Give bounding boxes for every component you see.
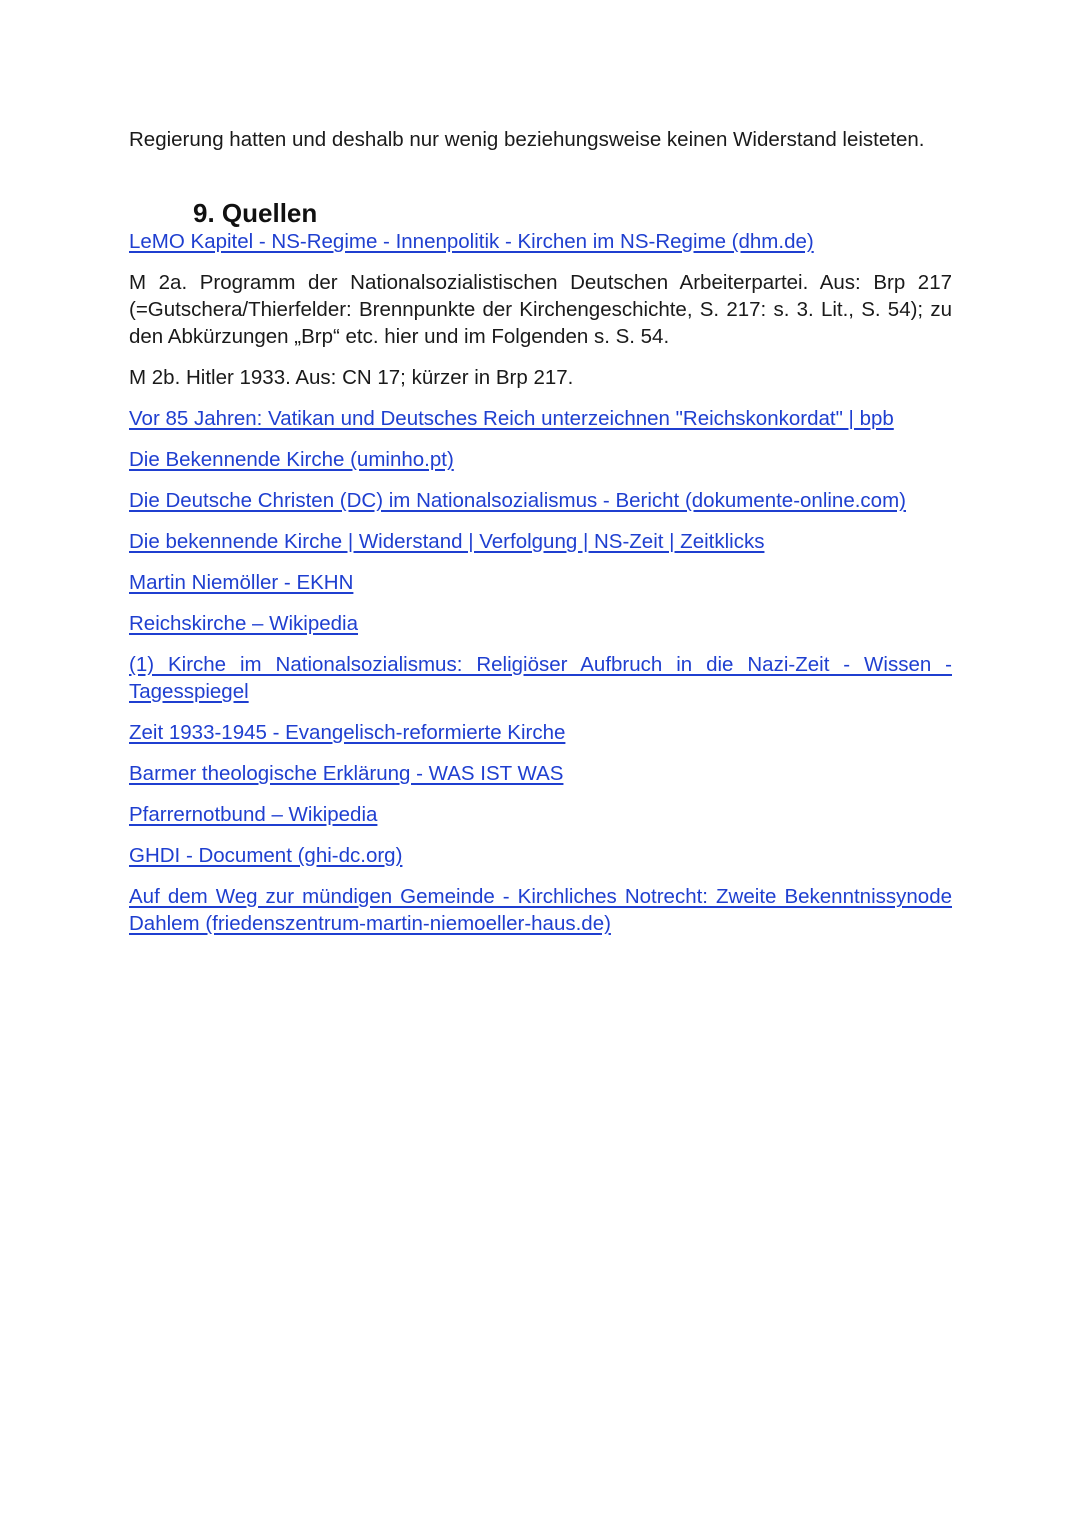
intro-paragraph: Regierung hatten und deshalb nur wenig beziehungsweise keinen Widerstand leisteten. bbox=[129, 128, 925, 151]
source-link-ekhn[interactable]: Martin Niemöller - EKHN bbox=[129, 571, 354, 594]
source-link-reformiert[interactable]: Zeit 1933-1945 - Evangelisch-reformierte Kirche bbox=[129, 721, 566, 744]
source-text-m2b: M 2b. Hitler 1933. Aus: CN 17; kürzer in Brp 217. bbox=[129, 366, 574, 389]
source-text-m2a: M 2a. Programm der Nationalsozialistischen Deutschen Arbeiterpartei. Aus: Brp 217 (=Gutschera/Thierfelder: Brennpunkte der Kirchengeschichte, S. 217: s. 3. Lit., S. 54); zu den Abkürzungen „Brp“ etc. hier und im Folgenden s. S. 54. bbox=[129, 271, 952, 348]
source-link-was-ist-was[interactable]: Barmer theologische Erklärung - WAS IST WAS bbox=[129, 762, 564, 785]
section-heading-sources: 9. Quellen bbox=[193, 198, 318, 228]
source-link-lemo[interactable]: LeMO Kapitel - NS-Regime - Innenpolitik - Kirchen im NS-Regime (dhm.de) bbox=[129, 230, 814, 253]
source-link-friedenszentrum[interactable]: Auf dem Weg zur mündigen Gemeinde - Kirchliches Notrecht: Zweite Bekenntnissynode Dahlem (friedenszentrum-martin-niemoeller-haus.de) bbox=[129, 885, 952, 935]
source-link-uminho[interactable]: Die Bekennende Kirche (uminho.pt) bbox=[129, 448, 454, 471]
source-link-tagesspiegel[interactable]: (1) Kirche im Nationalsozialismus: Religiöser Aufbruch in die Nazi-Zeit - Wissen - Tagesspiegel bbox=[129, 653, 952, 703]
sources-list bbox=[129, 228, 952, 937]
document-page bbox=[129, 126, 952, 951]
source-link-wikipedia-pfarrernotbund[interactable]: Pfarrernotbund – Wikipedia bbox=[129, 803, 378, 826]
source-link-dokumente-online[interactable]: Die Deutsche Christen (DC) im Nationalsozialismus - Bericht (dokumente-online.com) bbox=[129, 489, 906, 512]
source-link-ghdi[interactable]: GHDI - Document (ghi-dc.org) bbox=[129, 844, 403, 867]
source-link-bpb[interactable]: Vor 85 Jahren: Vatikan und Deutsches Reich unterzeichnen "Reichskonkordat" | bpb bbox=[129, 407, 894, 430]
source-link-zeitklicks[interactable]: Die bekennende Kirche | Widerstand | Verfolgung | NS-Zeit | Zeitklicks bbox=[129, 530, 765, 553]
source-link-wikipedia-reichskirche[interactable]: Reichskirche – Wikipedia bbox=[129, 612, 359, 635]
